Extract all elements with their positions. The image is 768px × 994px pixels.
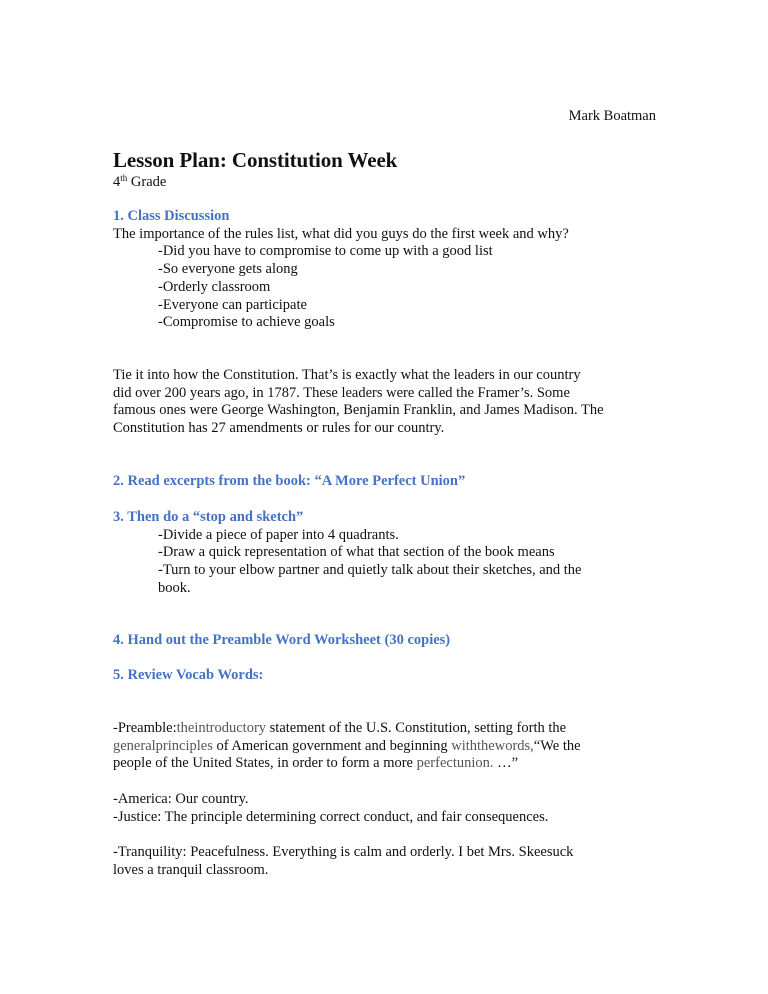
gray-text: generalprinciples	[113, 737, 213, 754]
section-class-discussion	[113, 208, 658, 332]
section-worksheet	[113, 632, 658, 650]
paragraph-line: famous ones were George Washington, Benjamin Franklin, and James Madison. The	[113, 402, 604, 419]
definition-text: …”	[493, 755, 519, 772]
vocab-term: -Preamble:	[113, 720, 177, 736]
author-name: Mark Boatman	[568, 108, 656, 124]
definition-text: of American government and beginning	[212, 737, 452, 754]
vocab-tranquility	[113, 844, 658, 879]
gray-text: withthewords,	[451, 737, 534, 754]
list-item: -Divide a piece of paper into 4 quadrants.	[158, 526, 399, 543]
section-heading: 2. Read excerpts from the book: “A More Perfect Union”	[113, 473, 466, 489]
vocab-entry: -Tranquility: Peacefulness. Everything is calm and orderly. I bet Mrs. Skeesuck	[113, 844, 574, 860]
grade-suffix: th	[120, 173, 128, 183]
grade-level	[113, 173, 166, 191]
paragraph-line: Constitution has 27 amendments or rules for our country.	[113, 420, 445, 437]
list-item-continuation: book.	[158, 579, 191, 596]
vocab-preamble	[113, 720, 658, 773]
list-item: -Turn to your elbow partner and quietly talk about their sketches, and the	[158, 562, 582, 579]
document-title: Lesson Plan: Constitution Week	[113, 148, 398, 172]
list-item: -Orderly classroom	[158, 278, 271, 295]
section-vocab	[113, 667, 658, 685]
discussion-intro: The importance of the rules list, what did you guys do the first week and why?	[113, 225, 569, 242]
preamble-line-3	[113, 755, 658, 773]
vocab-america	[113, 791, 658, 809]
vocab-entry-continuation: loves a tranquil classroom.	[113, 861, 269, 878]
definition-text: people of the United States, in order to form a more	[113, 755, 417, 772]
vocab-entry: -Justice: The principle determining correct conduct, and fair consequences.	[113, 809, 549, 825]
paragraph-line: did over 200 years ago, in 1787. These leaders were called the Framer’s. Some	[113, 384, 570, 401]
list-item: -Everyone can participate	[158, 296, 307, 313]
preamble-line-1	[113, 720, 658, 738]
gray-text: theintroductory	[176, 720, 267, 736]
section-heading: 3. Then do a “stop and sketch”	[113, 509, 304, 525]
vocab-justice	[113, 809, 658, 827]
list-item: -Draw a quick representation of what that section of the book means	[158, 544, 555, 561]
gray-text: perfectunion.	[416, 755, 494, 772]
section-heading: 5. Review Vocab Words:	[113, 667, 264, 683]
section-read-excerpts	[113, 473, 658, 491]
constitution-paragraph	[113, 367, 658, 438]
section-heading: 4. Hand out the Preamble Word Worksheet (30 copies)	[113, 632, 451, 648]
section-stop-and-sketch	[113, 509, 658, 598]
paragraph-line: Tie it into how the Constitution. That’s is exactly what the leaders in our country	[113, 367, 581, 383]
vocab-entry: -America: Our country.	[113, 791, 249, 807]
preamble-line-2	[113, 738, 658, 756]
definition-text: statement of the U.S. Constitution, setting forth the	[266, 720, 567, 736]
grade-label: Grade	[130, 174, 167, 190]
grade-number: 4	[113, 174, 121, 190]
list-item: -So everyone gets along	[158, 261, 298, 278]
definition-text: “We the	[533, 737, 581, 754]
list-item: -Compromise to achieve goals	[158, 314, 335, 331]
section-heading: 1. Class Discussion	[113, 208, 230, 224]
list-item: -Did you have to compromise to come up with a good list	[158, 243, 493, 260]
